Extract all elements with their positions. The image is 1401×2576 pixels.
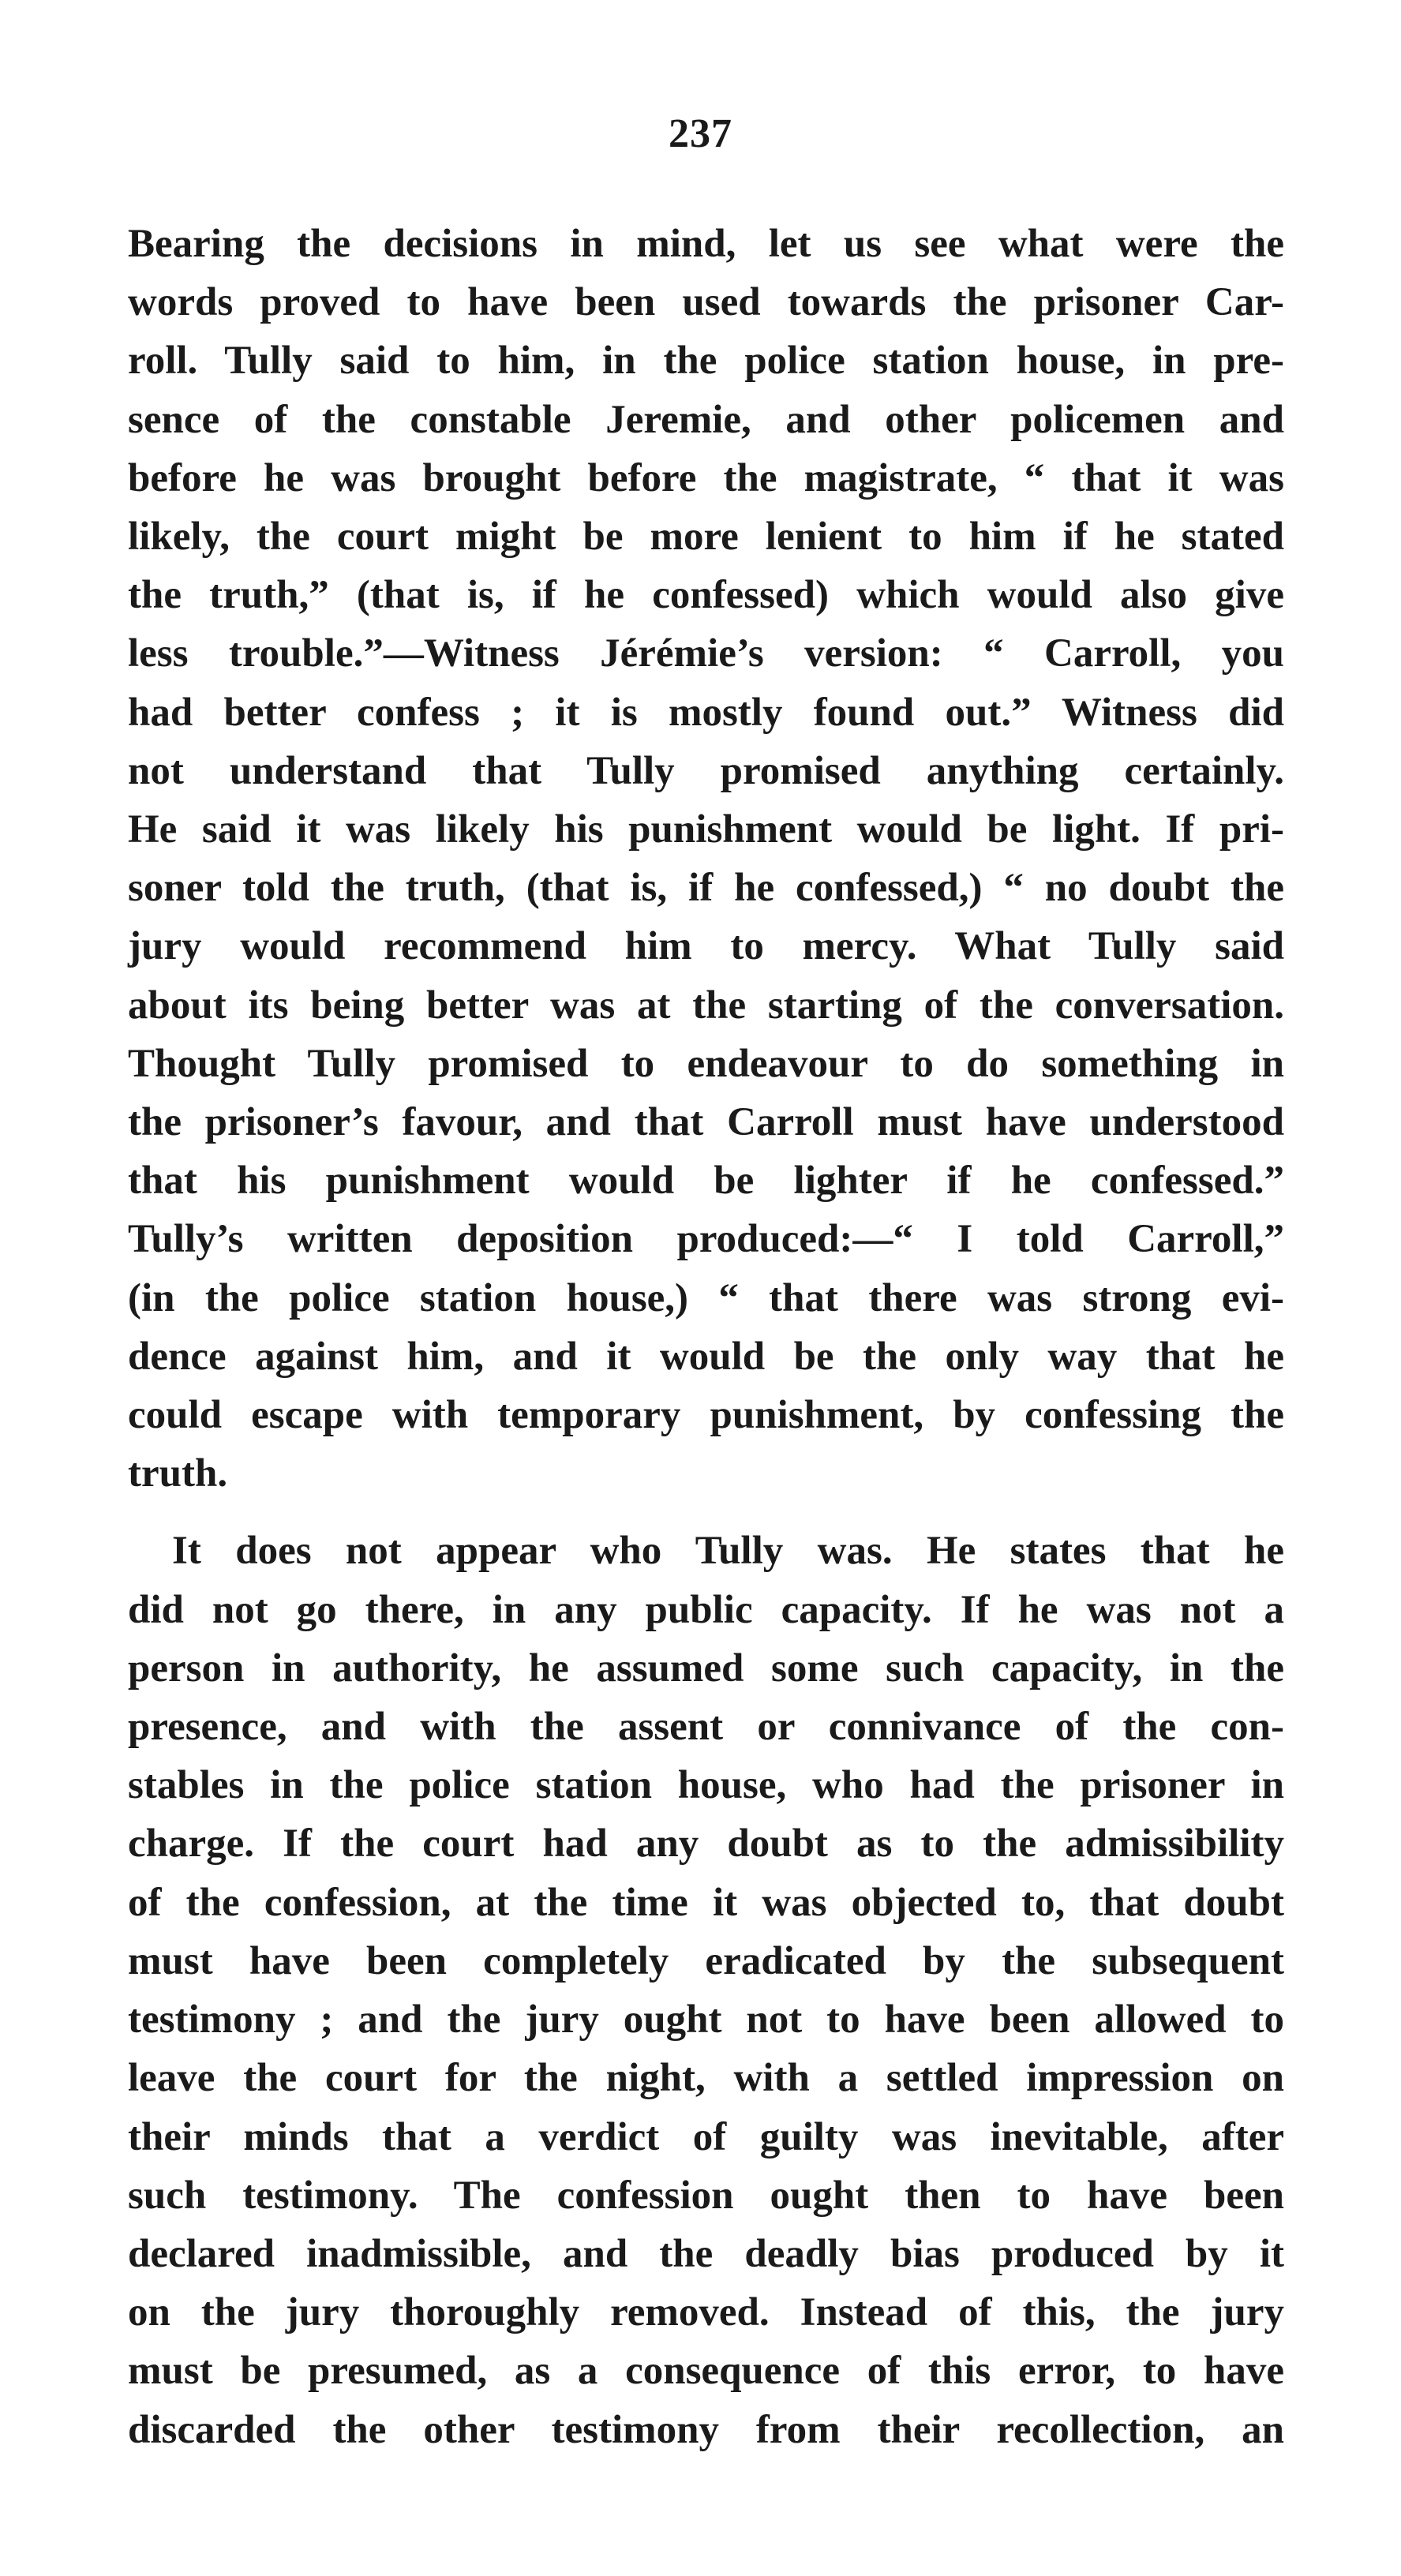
text-line: declared inadmissible, and the deadly bias produced by it: [128, 2231, 1284, 2276]
text-line: likely, the court might be more lenient to him if he stated: [128, 515, 1284, 560]
text-line: presence, and with the assent or connivance of the con-: [128, 1705, 1284, 1750]
text-line: truth.: [128, 1451, 228, 1496]
text-line: person in authority, he assumed some such capacity, in the: [128, 1646, 1284, 1690]
text-line: their minds that a verdict of guilty was inevitable, after: [128, 2114, 1284, 2159]
paragraph-2: [128, 1522, 1284, 2458]
text-line: words proved to have been used towards the prisoner Car-: [128, 280, 1284, 325]
text-line: sence of the constable Jeremie, and other policemen and: [128, 397, 1284, 442]
text-line: Bearing the decisions in mind, let us see what were the: [128, 222, 1284, 266]
text-line: leave the court for the night, with a settled impression on: [128, 2056, 1284, 2101]
text-line: that his punishment would be lighter if he confessed.”: [128, 1159, 1284, 1204]
text-line: jury would recommend him to mercy. What Tully said: [128, 924, 1284, 969]
text-line: stables in the police station house, who had the prisoner in: [128, 1763, 1284, 1808]
text-line: such testimony. The confession ought then to have been: [128, 2173, 1284, 2218]
text-line: not understand that Tully promised anything certainly.: [128, 748, 1284, 793]
paragraph-1: [128, 215, 1284, 1503]
body-text: [128, 215, 1284, 2459]
text-line: dence against him, and it would be the only way that he: [128, 1334, 1284, 1379]
text-line: charge. If the court had any doubt as to the admissibility: [128, 1822, 1284, 1866]
text-line: roll. Tully said to him, in the police station house, in pre-: [128, 339, 1284, 384]
text-line: discarded the other testimony from their recollection, an: [128, 2407, 1284, 2452]
text-line: could escape with temporary punishment, by confessing the: [128, 1393, 1284, 1438]
text-line: before he was brought before the magistrate, “ that it was: [128, 455, 1284, 500]
text-line: of the confession, at the time it was objected to, that doubt: [128, 1880, 1284, 1925]
text-line: must be presumed, as a consequence of this error, to have: [128, 2349, 1284, 2394]
text-line: the prisoner’s favour, and that Carroll must have understood: [128, 1100, 1284, 1145]
text-line: on the jury thoroughly removed. Instead of this, the jury: [128, 2290, 1284, 2335]
text-line: Thought Tully promised to endeavour to do something in: [128, 1041, 1284, 1086]
text-line: less trouble.”—Witness Jérémie’s version: “ Carroll, you: [128, 631, 1284, 676]
text-line: the truth,” (that is, if he confessed) which would also give: [128, 573, 1284, 618]
text-line: testimony ; and the jury ought not to have been allowed to: [128, 1998, 1284, 2042]
text-line: had better confess ; it is mostly found out.” Witness did: [128, 690, 1284, 735]
text-line: must have been completely eradicated by the subsequent: [128, 1938, 1284, 1983]
text-line: about its being better was at the starting of the conversation.: [128, 983, 1284, 1028]
text-line: Tully’s written deposition produced:—“ I told Carroll,”: [128, 1217, 1284, 1262]
text-line: (in the police station house,) “ that there was strong evi-: [128, 1275, 1284, 1320]
text-line: It does not appear who Tully was. He states that he: [172, 1529, 1284, 1574]
text-line: soner told the truth, (that is, if he confessed,) “ no doubt the: [128, 866, 1284, 911]
page-number: 237: [669, 111, 732, 156]
text-line: did not go there, in any public capacity. If he was not a: [128, 1587, 1284, 1632]
text-line: He said it was likely his punishment would be light. If pri-: [128, 807, 1284, 852]
